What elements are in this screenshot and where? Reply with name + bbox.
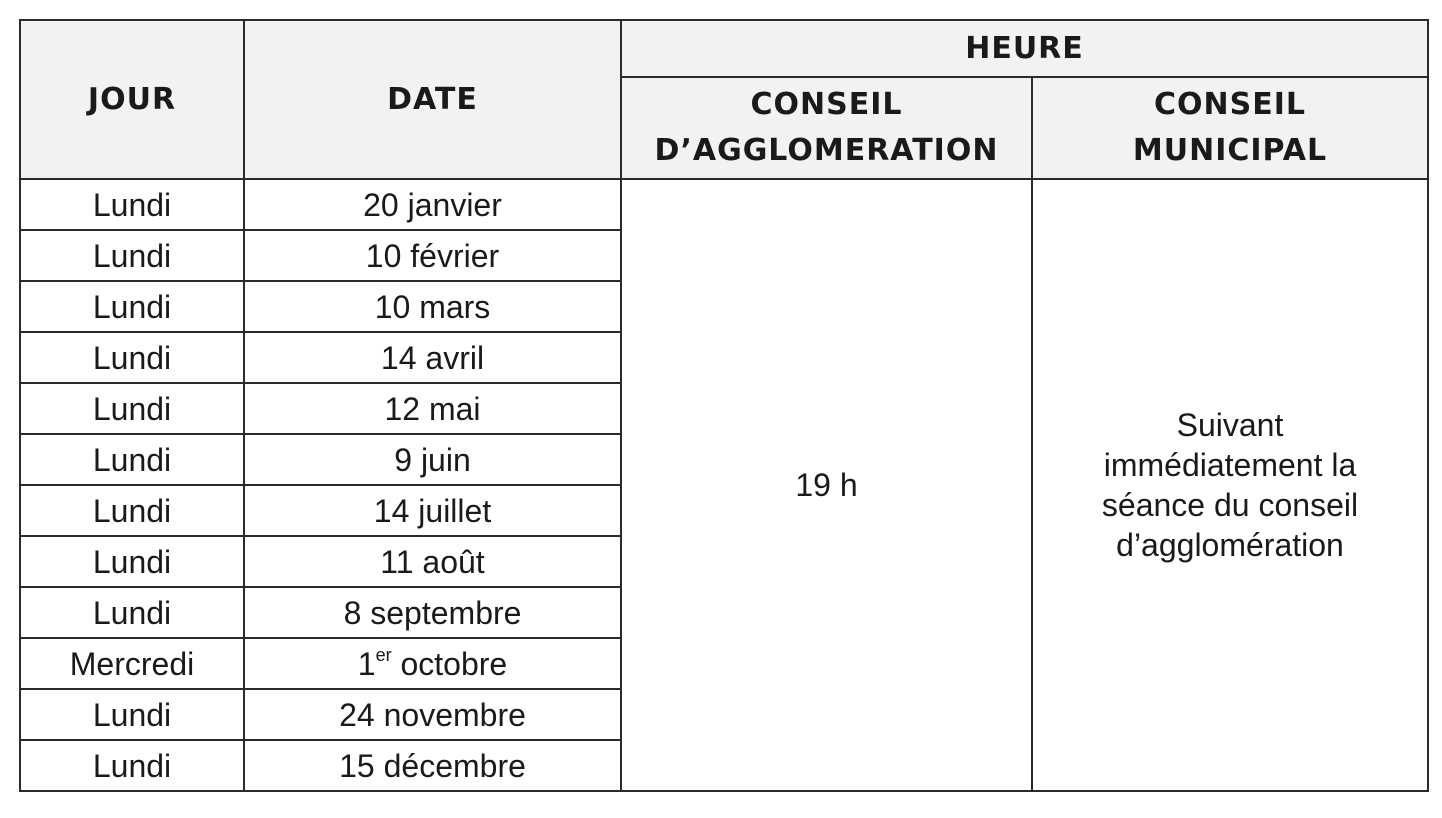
day-cell: Lundi [20, 536, 244, 587]
day-cell: Lundi [20, 281, 244, 332]
date-cell: 14 juillet [244, 485, 621, 536]
day-cell: Mercredi [20, 638, 244, 689]
date-cell: 14 avril [244, 332, 621, 383]
header-municipal-line1: CONSEIL [1153, 87, 1306, 122]
council-schedule-table [19, 19, 1429, 792]
table-row [20, 179, 1428, 230]
day-cell: Lundi [20, 332, 244, 383]
day-cell: Lundi [20, 230, 244, 281]
date-cell: 10 mars [244, 281, 621, 332]
date-cell: 12 mai [244, 383, 621, 434]
date-cell: 9 juin [244, 434, 621, 485]
day-cell: Lundi [20, 179, 244, 230]
header-row-top [20, 20, 1428, 77]
header-date: DATE [244, 20, 621, 179]
date-number: 1 [357, 645, 376, 682]
date-cell [244, 638, 621, 689]
day-cell: Lundi [20, 485, 244, 536]
municipal-time-line1: Suivant [1176, 407, 1284, 443]
day-cell: Lundi [20, 740, 244, 791]
municipal-time-line4: d’agglomération [1116, 527, 1344, 563]
agglomeration-time-cell: 19 h [621, 179, 1032, 791]
ordinal-superscript: er [375, 644, 392, 665]
date-cell: 24 novembre [244, 689, 621, 740]
date-cell: 11 août [244, 536, 621, 587]
date-cell: 20 janvier [244, 179, 621, 230]
day-cell: Lundi [20, 587, 244, 638]
header-jour: JOUR [20, 20, 244, 179]
date-month: octobre [391, 645, 508, 682]
header-conseil-agglomeration [621, 77, 1032, 179]
header-municipal-line2: MUNICIPAL [1132, 133, 1328, 168]
municipal-time-cell [1032, 179, 1428, 791]
header-conseil-municipal [1032, 77, 1428, 179]
day-cell: Lundi [20, 434, 244, 485]
date-cell: 8 septembre [244, 587, 621, 638]
header-agglomeration-line1: CONSEIL [750, 87, 903, 122]
date-cell: 15 décembre [244, 740, 621, 791]
date-cell: 10 février [244, 230, 621, 281]
header-heure: HEURE [621, 20, 1428, 77]
header-agglomeration-line2: D’AGGLOMERATION [654, 133, 999, 168]
day-cell: Lundi [20, 383, 244, 434]
municipal-time-line2: immédiatement la [1103, 447, 1357, 483]
municipal-time-line3: séance du conseil [1101, 487, 1359, 523]
day-cell: Lundi [20, 689, 244, 740]
